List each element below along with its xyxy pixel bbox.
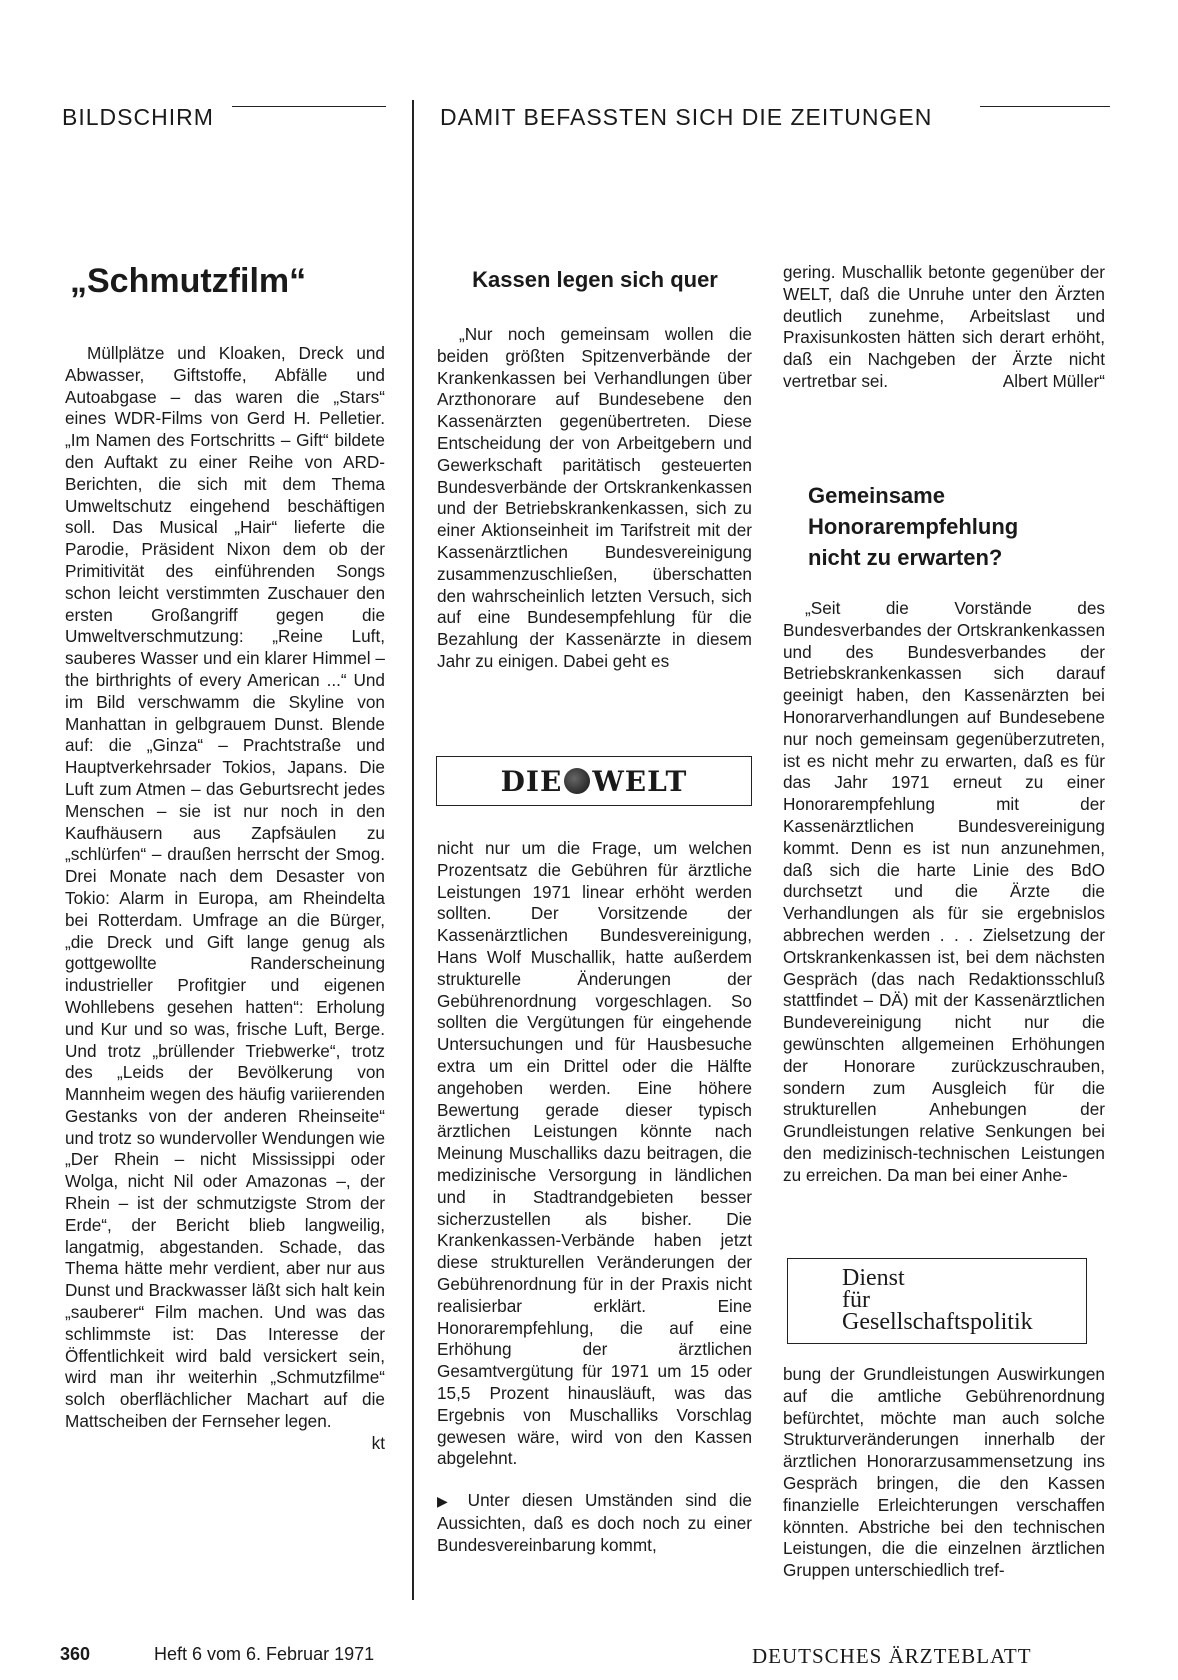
article-body-kassen-bottom <box>437 838 752 1557</box>
article-author: kt <box>371 1432 385 1453</box>
article-paragraph: „Nur noch gemeinsam wollen die beiden größten Spitzenverbände der Krankenkassen bei Verhandlungen über Arzthonorare auf Bundesebene den Kassenärzten gegenübertreten. Diese Entscheidung der von Arbeitgebern und Gewerkschaft paritätisch gesteuerten Bundesverbände der Ortskrankenkassen und der Betriebskrankenkassen, sich zu einer Aktionseinheit im Tarifstreit mit der Kassenärztlichen Bundesvereinigung zusammenzuschließen, überschatten den wahrscheinlich letzten Versuch, sich auf eine Bundesempfehlung für die Bezahlung der Kassenärzte in diesem Jahr zu einigen. Dabei geht es <box>437 324 752 671</box>
article-paragraph: gering. Muschallik betonte gegenüber der WELT, daß die Unruhe unter den Ärzten deutlich zunehme, Arbeitslast und Praxisunkosten hätten sich derart erhöht, daß ein Nachgeben der Ärzte nicht vertretbar sei. <box>783 262 1105 391</box>
title-line: nicht zu erwarten? <box>808 545 1003 570</box>
logo-line: Dienst <box>842 1265 905 1291</box>
die-welt-logo <box>436 756 752 806</box>
logo-text-welt: WELT <box>592 764 688 798</box>
logo-line: für <box>842 1287 870 1313</box>
header-rule-right <box>980 106 1110 107</box>
dienst-fuer-gesellschaftspolitik-logo <box>787 1258 1087 1344</box>
article-body-kassen-top <box>437 324 752 673</box>
article-paragraph: „Seit die Vorstände des Bundesverbandes der Ortskrankenkassen und des Bundesverbandes der Betriebskrankenkassen sich darauf geeinigt haben, den Kassenärzten bei Honorarverhandlungen auf Bundesebene nur noch gemeinsam gegenüberzutreten, ist es nicht mehr zu erwarten, daß es für das Jahr 1971 erneut zu einer Honorarempfehlung mit der Kassenärztlichen Bundesvereinigung kommt. Denn es ist nun anzunehmen, daß sich die harte Linie des BdO durchsetzt und die Ärzte die Verhandlungen als für sie ergebnislos abbrechen werden . . . Zielsetzung der Ortskrankenkassen ist, bei dem nächsten Gespräch (das nach Redaktionsschluß stattfindet – DÄ) mit der Kassenärztlichen Bundevereinigung nicht nur die gewünschten allgemeinen Erhöhungen der Honorare zurückzuschrauben, sondern zum Ausgleich für die strukturellen Anhebungen der Grundleistungen relative Senkungen bei den medizinisch-technischen Leistungen zu erreichen. Da man bei einer Anhe- <box>783 598 1105 1185</box>
page-number: 360 <box>60 1644 91 1664</box>
journal-name: DEUTSCHES ÄRZTEBLATT <box>752 1644 1032 1668</box>
logo-text-die: DIE <box>500 764 563 798</box>
column-divider <box>412 100 414 1600</box>
article-paragraph: nicht nur um die Frage, um welchen Prozentsatz die Gebühren für ärztliche Leistungen 1971 linear erhöht werden sollten. Der Vorsitzende der Kassenärztlichen Bundesvereinigung, Hans Wolf Muschallik, hatte außerdem strukturelle Änderungen der Gebührenordnung vorgeschlagen. So sollten die Vergütungen für eingehende Untersuchungen und für Hausbesuche extra um ein Drittel oder die Hälfte angehoben werden. Eine höhere Bewertung gerade dieser typisch ärztlichen Leistungen könnte nach Meinung Muschalliks dazu beitragen, die medizinische Versorgung in ländlichen und in Stadtrandgebieten besser sicherzustellen als bisher. Die Krankenkassen-Verbände haben jetzt diese strukturellen Veränderungen der Gebührenordnung für in der Praxis nicht realisierbar erklärt. Eine Honorarempfehlung, die auf eine Erhöhung der ärztlichen Gesamtvergütung für 1971 um 15 oder 15,5 Prozent hinausläuft, was das Ergebnis von Muschalliks Vorschlag gewesen wäre, wird von den Kassen abgelehnt. <box>437 838 752 1469</box>
title-line: Honorarempfehlung <box>808 514 1019 539</box>
title-line: Gemeinsame <box>808 483 945 508</box>
logo-line: Gesellschaftspolitik <box>842 1309 1033 1335</box>
article-title-kassen: Kassen legen sich quer <box>472 267 718 292</box>
article-body-schmutzfilm <box>65 343 385 1455</box>
section-header-left: BILDSCHIRM <box>62 104 214 130</box>
article-bullet-paragraph <box>437 1490 752 1556</box>
article-author: Albert Müller“ <box>1002 370 1105 391</box>
article-body-honorar-top <box>783 598 1105 1187</box>
bullet-text: Unter diesen Umständen sind die Aussichten, daß es doch noch zu einer Bundesvereinbarung kommt, <box>437 1490 752 1555</box>
article-paragraph: Müllplätze und Kloaken, Dreck und Abwasser, Giftstoffe, Abfälle und Autoabgase – das waren die „Stars“ eines WDR-Films von Gerd H. Pelletier. „Im Namen des Fortschritts – Gift“ bildete den Auftakt zu einer Reihe von ARD-Berichten, die sich mit dem Thema Umweltschutz eingehend beschäftigen soll. Das Musical „Hair“ lieferte die Parodie, Präsident Nixon dem ob der Primitivität des einführenden Songs schon leicht verstimmten Zuschauer den ersten Großangriff gegen die Umweltverschmutzung: „Reine Luft, sauberes Wasser und ein klarer Himmel – the birthrights of every American ...“ Und im Bild verschwamm die Skyline von Manhattan in gelbgrauem Dunst. Blende auf: die „Ginza“ – Prachtstraße und Hauptverkehrsader Tokios, Japans. Die Luft zum Atmen – das Geburtsrecht jedes Menschen – sie ist nur noch in den Kaufhäusern aus Zapfsäulen zu „schlürfen“ – draußen herrscht der Smog. Drei Monate nach dem Desaster von Tokio: Alarm in Europa, am Rheindelta bei Rotterdam. Umfrage an die Bürger, „die Dreck und Gift lange genug als gottgewollte Randerscheinung industrieller Profitgier und eigenen Wohllebens gesehen hatten“: Erholung und Kur und so was, frische Luft, Berge. Und trotz „brüllender Triebwerke“, trotz des „Leids der Bevölkerung von Mannheim wegen des häufig variierenden Gestanks von der anderen Rheinseite“ und trotz so wundervoller Wendungen wie „Der Rhein – nicht Mississippi oder Wolga, nicht Nil oder Amazonas –, der Rhein – ist der schmutzigste Strom der Erde“, der Bericht blieb langweilig, langatmig, abgestanden. Schade, das Thema hätte mehr verdient, aber nur aus Dunst und Brackwasser läßt sich halt kein „sauberer“ Film machen. Und was das schlimmste ist: Das Interesse der Öffentlichkeit wird bald versickert sein, wird man ihr weiterhin „Schmutzfilme“ solch oberflächlicher Machart auf die Mattscheiben der Fernseher legen. <box>65 343 385 1432</box>
issue-info: Heft 6 vom 6. Februar 1971 <box>154 1644 375 1664</box>
globe-icon <box>564 768 590 794</box>
triangle-bullet-icon: ▶ <box>437 1493 456 1510</box>
article-title-schmutzfilm: „Schmutzfilm“ <box>70 262 307 300</box>
header-rule-left <box>232 106 386 107</box>
article-body-kassen-continued <box>783 262 1105 393</box>
article-title-honorarempfehlung <box>808 480 1098 573</box>
section-header-right: DAMIT BEFASSTEN SICH DIE ZEITUNGEN <box>440 104 933 130</box>
article-body-honorar-bottom <box>783 1364 1105 1582</box>
article-paragraph: bung der Grundleistungen Auswirkungen auf die amtliche Gebührenordnung befürchtet, möchte man auch solche Strukturveränderungen innerhalb der ärztlichen Honorarzusammensetzung ins Gespräch bringen, die den Kassen finanzielle Erleichterungen verschaffen könnten. Abstriche bei den technischen Leistungen, die die einzelnen ärztlichen Gruppen unterschiedlich tref- <box>783 1364 1105 1581</box>
